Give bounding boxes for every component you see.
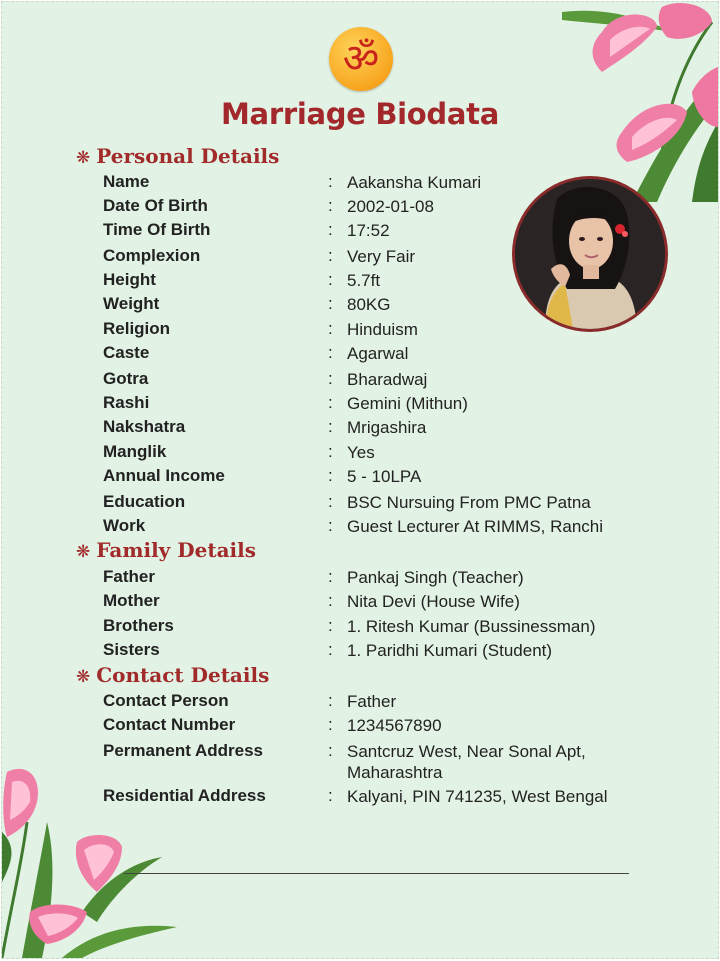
detail-row-education: Education : BSC Nursuing From PMC Patna — [103, 492, 591, 512]
page-title: Marriage Biodata — [221, 97, 499, 131]
detail-row-height: Height : 5.7ft — [103, 270, 381, 290]
detail-row-manglik: Manglik : Yes — [103, 442, 375, 462]
biodata-page — [1, 1, 719, 959]
asterisk-icon: ❋ — [76, 542, 91, 562]
detail-row-date-of-birth: Date Of Birth : 2002-01-08 — [103, 196, 434, 216]
detail-row-caste: Caste : Agarwal — [103, 343, 409, 363]
detail-row-religion: Religion : Hinduism — [103, 319, 418, 339]
om-symbol-badge — [329, 27, 393, 91]
detail-row-contact-number: Contact Number : 1234567890 — [103, 715, 442, 735]
section-heading-contact: ❋ Contact Details — [76, 663, 270, 687]
detail-row-mother: Mother : Nita Devi (House Wife) — [103, 591, 520, 611]
signature-line — [124, 873, 629, 874]
detail-row-time-of-birth: Time Of Birth : 17:52 — [103, 220, 390, 240]
detail-row-name: Name : Aakansha Kumari — [103, 172, 482, 192]
detail-row-brothers: Brothers : 1. Ritesh Kumar (Bussinessman) — [103, 616, 596, 636]
asterisk-icon: ❋ — [76, 148, 91, 168]
section-heading-family: ❋ Family Details — [76, 538, 256, 562]
detail-row-gotra: Gotra : Bharadwaj — [103, 369, 428, 389]
om-symbol: ॐ — [342, 36, 380, 82]
asterisk-icon: ❋ — [76, 667, 91, 687]
detail-row-residential-address: Residential Address : Kalyani, PIN 741235, West Bengal — [103, 786, 608, 806]
detail-row-nakshatra: Nakshatra : Mrigashira — [103, 417, 427, 437]
detail-row-sisters: Sisters : 1. Paridhi Kumari (Student) — [103, 640, 553, 660]
detail-row-contact-person: Contact Person : Father — [103, 691, 397, 711]
section-heading-personal: ❋ Personal Details — [76, 144, 280, 168]
detail-row-complexion: Complexion : Very Fair — [103, 246, 416, 266]
detail-row-permanent-address: Permanent Address : Santcruz West, Near Sonal Apt, Maharashtra — [103, 741, 586, 782]
detail-row-work: Work : Guest Lecturer At RIMMS, Ranchi — [103, 516, 604, 536]
detail-row-annual-income: Annual Income : 5 - 10LPA — [103, 466, 422, 486]
detail-row-rashi: Rashi : Gemini (Mithun) — [103, 393, 468, 413]
profile-photo — [515, 179, 665, 329]
profile-photo-frame — [512, 176, 668, 332]
detail-row-weight: Weight : 80KG — [103, 294, 391, 314]
detail-row-father: Father : Pankaj Singh (Teacher) — [103, 567, 524, 587]
